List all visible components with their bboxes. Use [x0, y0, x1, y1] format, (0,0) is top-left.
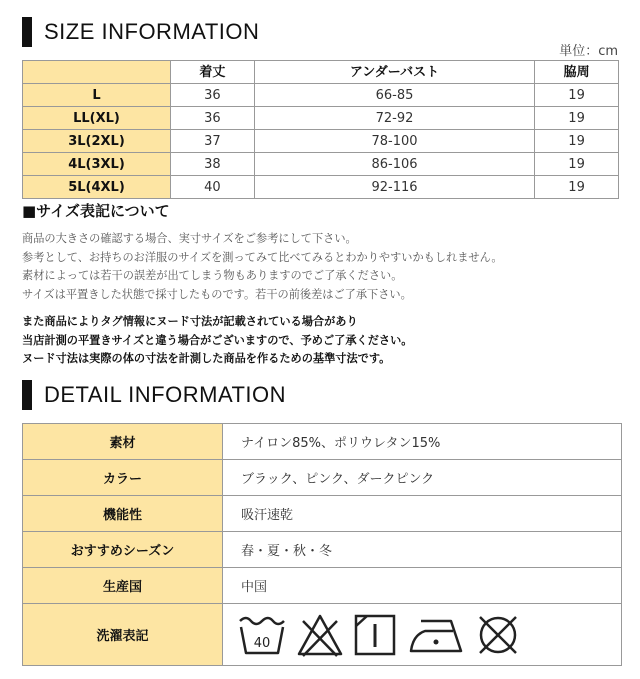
- svg-text:40: 40: [253, 635, 271, 651]
- detail-value-origin: 中国: [223, 568, 622, 604]
- bold-note-line: 当店計測の平置きサイズと違う場合がございますので、予めご了承ください。: [22, 333, 413, 347]
- size-label: 3L(2XL): [23, 130, 171, 153]
- detail-key-color: カラー: [23, 460, 223, 496]
- table-row: [23, 424, 622, 460]
- table-row: [23, 130, 619, 153]
- size-label: LL(XL): [23, 107, 171, 130]
- side-value: 19: [535, 84, 619, 107]
- section-bar: [22, 380, 32, 410]
- size-label: L: [23, 84, 171, 107]
- table-row: [23, 604, 622, 666]
- detail-key-material: 素材: [23, 424, 223, 460]
- size-notes-title: ■サイズ表記について: [22, 202, 170, 220]
- length-value: 40: [171, 176, 255, 199]
- nude-size-notes: [22, 313, 412, 369]
- under-bust-value: 86-106: [254, 153, 534, 176]
- note-line: サイズは平置きした状態で採寸したものです。若干の前後差はご了承下さい。: [22, 287, 412, 301]
- side-value: 19: [535, 153, 619, 176]
- wash-40-icon: [237, 613, 287, 657]
- bold-note-line: ヌード寸法は実際の体の寸法を計測した商品を作るための基準寸法です。: [22, 352, 391, 365]
- no-bleach-icon: [297, 613, 343, 657]
- note-line: 素材によっては若干の誤差が出てしまう物もありますのでご了承ください。: [22, 269, 403, 282]
- under-bust-value: 66-85: [254, 84, 534, 107]
- note-line: 商品の大きさの確認する場合、実寸サイズをご参考にして下さい。: [22, 232, 357, 245]
- line-dry-icon: [353, 613, 397, 657]
- detail-section-header: [22, 378, 286, 412]
- header-side: 脇周: [535, 61, 619, 84]
- side-value: 19: [535, 107, 619, 130]
- header-under-bust: アンダーバスト: [254, 61, 534, 84]
- unit-label: 単位：cm: [559, 44, 618, 59]
- under-bust-value: 92-116: [254, 176, 534, 199]
- low-iron-icon: [407, 613, 465, 657]
- length-value: 38: [171, 153, 255, 176]
- under-bust-value: 72-92: [254, 107, 534, 130]
- table-row: [23, 107, 619, 130]
- table-row: [23, 568, 622, 604]
- side-value: 19: [535, 176, 619, 199]
- detail-key-function: 機能性: [23, 496, 223, 532]
- length-value: 37: [171, 130, 255, 153]
- size-label: 4L(3XL): [23, 153, 171, 176]
- care-symbols: [223, 613, 621, 657]
- header-length: 着丈: [171, 61, 255, 84]
- table-row: [23, 176, 619, 199]
- detail-table: [22, 423, 622, 666]
- table-row: [23, 460, 622, 496]
- detail-value-color: ブラック、ピンク、ダークピンク: [223, 460, 622, 496]
- section-bar: [22, 17, 32, 47]
- detail-value-season: 春・夏・秋・冬: [223, 532, 622, 568]
- side-value: 19: [535, 130, 619, 153]
- under-bust-value: 78-100: [254, 130, 534, 153]
- size-section-header: [22, 15, 259, 49]
- detail-value-material: ナイロン85%、ポリウレタン15%: [223, 424, 622, 460]
- care-symbols-cell: [223, 604, 622, 666]
- length-value: 36: [171, 84, 255, 107]
- size-notes: [22, 230, 503, 304]
- table-row: [23, 496, 622, 532]
- size-section-title: SIZE INFORMATION: [44, 19, 260, 44]
- detail-key-season: おすすめシーズン: [23, 532, 223, 568]
- detail-key-care: 洗濯表記: [23, 604, 223, 666]
- detail-section-title: DETAIL INFORMATION: [44, 382, 287, 407]
- no-dryclean-icon: [475, 613, 521, 657]
- size-label: 5L(4XL): [23, 176, 171, 199]
- size-table-header: [23, 61, 619, 84]
- length-value: 36: [171, 107, 255, 130]
- size-table: [22, 60, 619, 199]
- detail-value-function: 吸汗速乾: [223, 496, 622, 532]
- table-row: [23, 153, 619, 176]
- note-line: 参考として、お持ちのお洋服のサイズを測ってみて比べてみるとわかりやすいかもしれません。: [22, 250, 503, 264]
- header-corner: [23, 61, 171, 84]
- table-row: [23, 532, 622, 568]
- table-row: [23, 84, 619, 107]
- bold-note-line: また商品によりタグ情報にヌード寸法が記載されている場合があり: [22, 315, 358, 328]
- detail-key-origin: 生産国: [23, 568, 223, 604]
